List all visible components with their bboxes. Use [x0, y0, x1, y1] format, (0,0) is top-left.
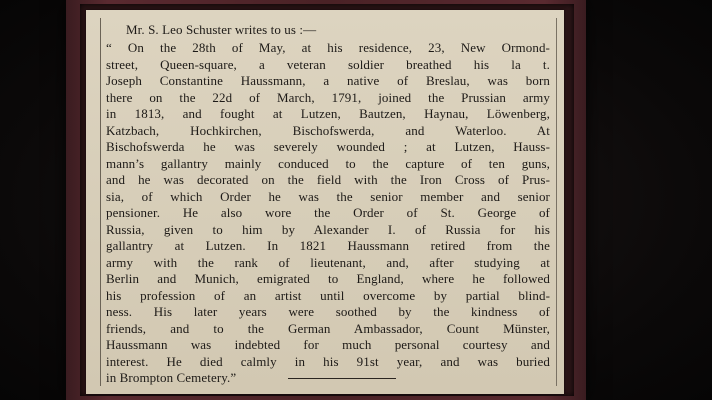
- text-line: Berlin and Munich, emigrated to England, where he followed: [106, 271, 550, 286]
- text-line: Katzbach, Hochkirchen, Bischofswerda, and Waterloo. At: [106, 122, 550, 138]
- text-line: Bischofswerda he was severely wounded ; at Lutzen, Hauss-: [106, 139, 550, 154]
- end-rule: [288, 378, 396, 379]
- column-rule-left: [100, 18, 101, 386]
- text-line: there on the 22d of March, 1791, joined the Prussian army: [106, 89, 550, 105]
- text-line: and he was decorated on the field with the Iron Cross of Prus-: [106, 172, 550, 187]
- text-line: mann’s gallantry mainly conduced to the capture of ten guns,: [106, 155, 550, 171]
- text-line: street, Queen-square, a veteran soldier breathed his la t.: [106, 56, 550, 72]
- text-line: gallantry at Lutzen. In 1821 Haussmann retired from the: [106, 238, 550, 253]
- text-line: Haussmann was indebted for much personal courtesy and: [106, 337, 550, 352]
- text-line: interest. He died calmly in his 91st year, and was buried: [106, 353, 550, 369]
- text-line: “ On the 28th of May, at his residence, 23, New Ormond-: [106, 40, 550, 55]
- column-rule-right: [556, 18, 557, 386]
- text-line: ness. His later years were soothed by the kindness of: [106, 304, 550, 319]
- text-line: in Brompton Cemetery.”: [106, 370, 237, 385]
- text-line: his profession of an artist until overcome by partial blind-: [106, 287, 550, 303]
- text-line: pensioner. He also wore the Order of St. George of: [106, 205, 550, 220]
- text-line: friends, and to the German Ambassador, Count Münster,: [106, 320, 550, 336]
- text-line: army with the rank of lieutenant, and, after studying at: [106, 254, 550, 270]
- text-line: sia, of which Order he was the senior member and senior: [106, 188, 550, 204]
- clipping-text: [106, 22, 550, 387]
- text-line: Russia, given to him by Alexander I. of Russia for his: [106, 221, 550, 237]
- clipping-heading: Mr. S. Leo Schuster writes to us :—: [126, 22, 317, 37]
- text-line: in 1813, and fought at Lutzen, Bautzen, Haynau, Löwenberg,: [106, 106, 550, 121]
- text-line: Joseph Constantine Haussmann, a native of Breslau, was born: [106, 73, 550, 88]
